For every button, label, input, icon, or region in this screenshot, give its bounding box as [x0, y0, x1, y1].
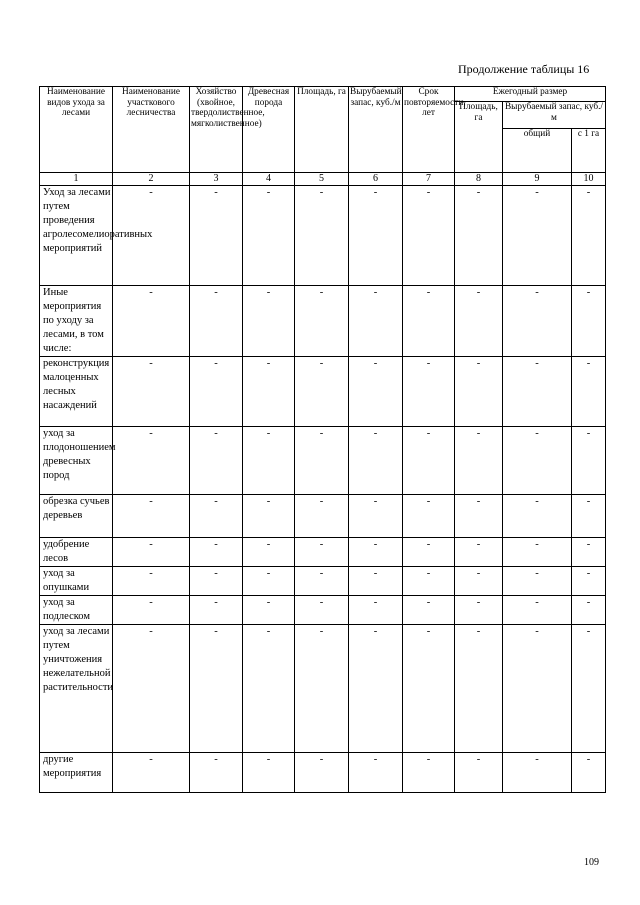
value-cell: -	[295, 596, 349, 625]
table-row	[40, 753, 606, 793]
value-cell: -	[349, 186, 403, 286]
silviculture-table	[39, 86, 606, 793]
value-cell: -	[455, 427, 503, 495]
table-caption: Продолжение таблицы 16	[458, 62, 590, 76]
care-type-cell: Уход за лесами путем проведения агролесомелиоративных мероприятий	[40, 186, 113, 286]
value-cell: -	[243, 357, 295, 427]
value-cell: -	[113, 427, 190, 495]
table-row	[40, 495, 606, 538]
value-cell: -	[403, 427, 455, 495]
value-cell: -	[190, 357, 243, 427]
value-cell: -	[295, 427, 349, 495]
header-tree-species: Древесная порода	[243, 87, 295, 173]
table-row	[40, 186, 606, 286]
value-cell: -	[572, 357, 606, 427]
value-cell: -	[295, 753, 349, 793]
header-stock-total: общий	[503, 129, 572, 173]
value-cell: -	[503, 538, 572, 567]
value-cell: -	[243, 596, 295, 625]
value-cell: -	[295, 495, 349, 538]
value-cell: -	[349, 596, 403, 625]
value-cell: -	[113, 286, 190, 357]
value-cell: -	[455, 596, 503, 625]
value-cell: -	[503, 753, 572, 793]
value-cell: -	[349, 538, 403, 567]
value-cell: -	[113, 625, 190, 753]
value-cell: -	[295, 357, 349, 427]
value-cell: -	[503, 567, 572, 596]
table-row	[40, 625, 606, 753]
value-cell: -	[455, 357, 503, 427]
value-cell: -	[190, 567, 243, 596]
care-type-cell: уход за подлеском	[40, 596, 113, 625]
value-cell: -	[455, 753, 503, 793]
header-stock-per-ha: с 1 га	[572, 129, 606, 173]
value-cell: -	[403, 186, 455, 286]
header-annual-size: Ежегодный размер	[455, 87, 606, 102]
value-cell: -	[113, 753, 190, 793]
value-cell: -	[403, 567, 455, 596]
value-cell: -	[403, 753, 455, 793]
value-cell: -	[572, 427, 606, 495]
value-cell: -	[349, 286, 403, 357]
care-type-cell: уход за плодоношением древесных пород	[40, 427, 113, 495]
value-cell: -	[572, 495, 606, 538]
value-cell: -	[455, 186, 503, 286]
value-cell: -	[349, 625, 403, 753]
value-cell: -	[503, 625, 572, 753]
value-cell: -	[503, 186, 572, 286]
column-number: 9	[503, 173, 572, 186]
column-number: 10	[572, 173, 606, 186]
table-row	[40, 286, 606, 357]
column-number: 7	[403, 173, 455, 186]
table-row	[40, 357, 606, 427]
table-row	[40, 596, 606, 625]
value-cell: -	[349, 427, 403, 495]
value-cell: -	[190, 753, 243, 793]
care-type-cell: реконструкция малоценных лесных насаждений	[40, 357, 113, 427]
value-cell: -	[295, 286, 349, 357]
value-cell: -	[572, 186, 606, 286]
header-annual-area: Площадь, га	[455, 102, 503, 173]
column-number: 3	[190, 173, 243, 186]
value-cell: -	[572, 625, 606, 753]
value-cell: -	[503, 286, 572, 357]
value-cell: -	[295, 625, 349, 753]
header-economy: Хозяйство (хвойное, твердолиственное, мягколиственное)	[190, 87, 243, 173]
value-cell: -	[503, 596, 572, 625]
value-cell: -	[572, 596, 606, 625]
value-cell: -	[190, 186, 243, 286]
page-number: 109	[584, 857, 599, 868]
value-cell: -	[349, 357, 403, 427]
value-cell: -	[503, 427, 572, 495]
column-number: 5	[295, 173, 349, 186]
column-number: 2	[113, 173, 190, 186]
value-cell: -	[403, 538, 455, 567]
value-cell: -	[455, 625, 503, 753]
header-area: Площадь, га	[295, 87, 349, 173]
value-cell: -	[243, 427, 295, 495]
value-cell: -	[190, 596, 243, 625]
value-cell: -	[190, 286, 243, 357]
value-cell: -	[243, 625, 295, 753]
value-cell: -	[455, 567, 503, 596]
value-cell: -	[503, 495, 572, 538]
value-cell: -	[403, 357, 455, 427]
value-cell: -	[190, 538, 243, 567]
value-cell: -	[295, 186, 349, 286]
value-cell: -	[572, 753, 606, 793]
care-type-cell: удобрение лесов	[40, 538, 113, 567]
value-cell: -	[349, 567, 403, 596]
value-cell: -	[243, 567, 295, 596]
value-cell: -	[113, 538, 190, 567]
table-row	[40, 567, 606, 596]
value-cell: -	[113, 186, 190, 286]
value-cell: -	[243, 286, 295, 357]
value-cell: -	[190, 427, 243, 495]
header-annual-stock: Вырубаемый запас, куб./м	[503, 102, 606, 129]
value-cell: -	[572, 286, 606, 357]
value-cell: -	[113, 495, 190, 538]
care-type-cell: другие мероприятия	[40, 753, 113, 793]
value-cell: -	[572, 538, 606, 567]
header-recurrence-period: Срок повторяемости, лет	[403, 87, 455, 173]
value-cell: -	[190, 625, 243, 753]
value-cell: -	[243, 753, 295, 793]
value-cell: -	[455, 495, 503, 538]
value-cell: -	[503, 357, 572, 427]
value-cell: -	[295, 538, 349, 567]
value-cell: -	[572, 567, 606, 596]
care-type-cell: обрезка сучьев деревьев	[40, 495, 113, 538]
value-cell: -	[455, 538, 503, 567]
value-cell: -	[403, 286, 455, 357]
table-row	[40, 538, 606, 567]
table-row	[40, 427, 606, 495]
header-forestry-district: Наименование участкового лесничества	[113, 87, 190, 173]
column-number: 1	[40, 173, 113, 186]
value-cell: -	[113, 596, 190, 625]
care-type-cell: уход за лесами путем уничтожения нежелательной растительности	[40, 625, 113, 753]
care-type-cell: уход за опушками	[40, 567, 113, 596]
value-cell: -	[113, 357, 190, 427]
care-type-cell: Иные мероприятия по уходу за лесами, в том числе:	[40, 286, 113, 357]
value-cell: -	[403, 596, 455, 625]
header-care-type: Наименование видов ухода за лесами	[40, 87, 113, 173]
column-number: 8	[455, 173, 503, 186]
column-number: 6	[349, 173, 403, 186]
column-number-row	[40, 173, 606, 186]
value-cell: -	[243, 538, 295, 567]
header-felled-stock: Вырубаемый запас, куб./м	[349, 87, 403, 173]
value-cell: -	[295, 567, 349, 596]
value-cell: -	[190, 495, 243, 538]
value-cell: -	[403, 495, 455, 538]
value-cell: -	[349, 753, 403, 793]
value-cell: -	[243, 186, 295, 286]
value-cell: -	[349, 495, 403, 538]
value-cell: -	[455, 286, 503, 357]
value-cell: -	[403, 625, 455, 753]
column-number: 4	[243, 173, 295, 186]
value-cell: -	[113, 567, 190, 596]
value-cell: -	[243, 495, 295, 538]
